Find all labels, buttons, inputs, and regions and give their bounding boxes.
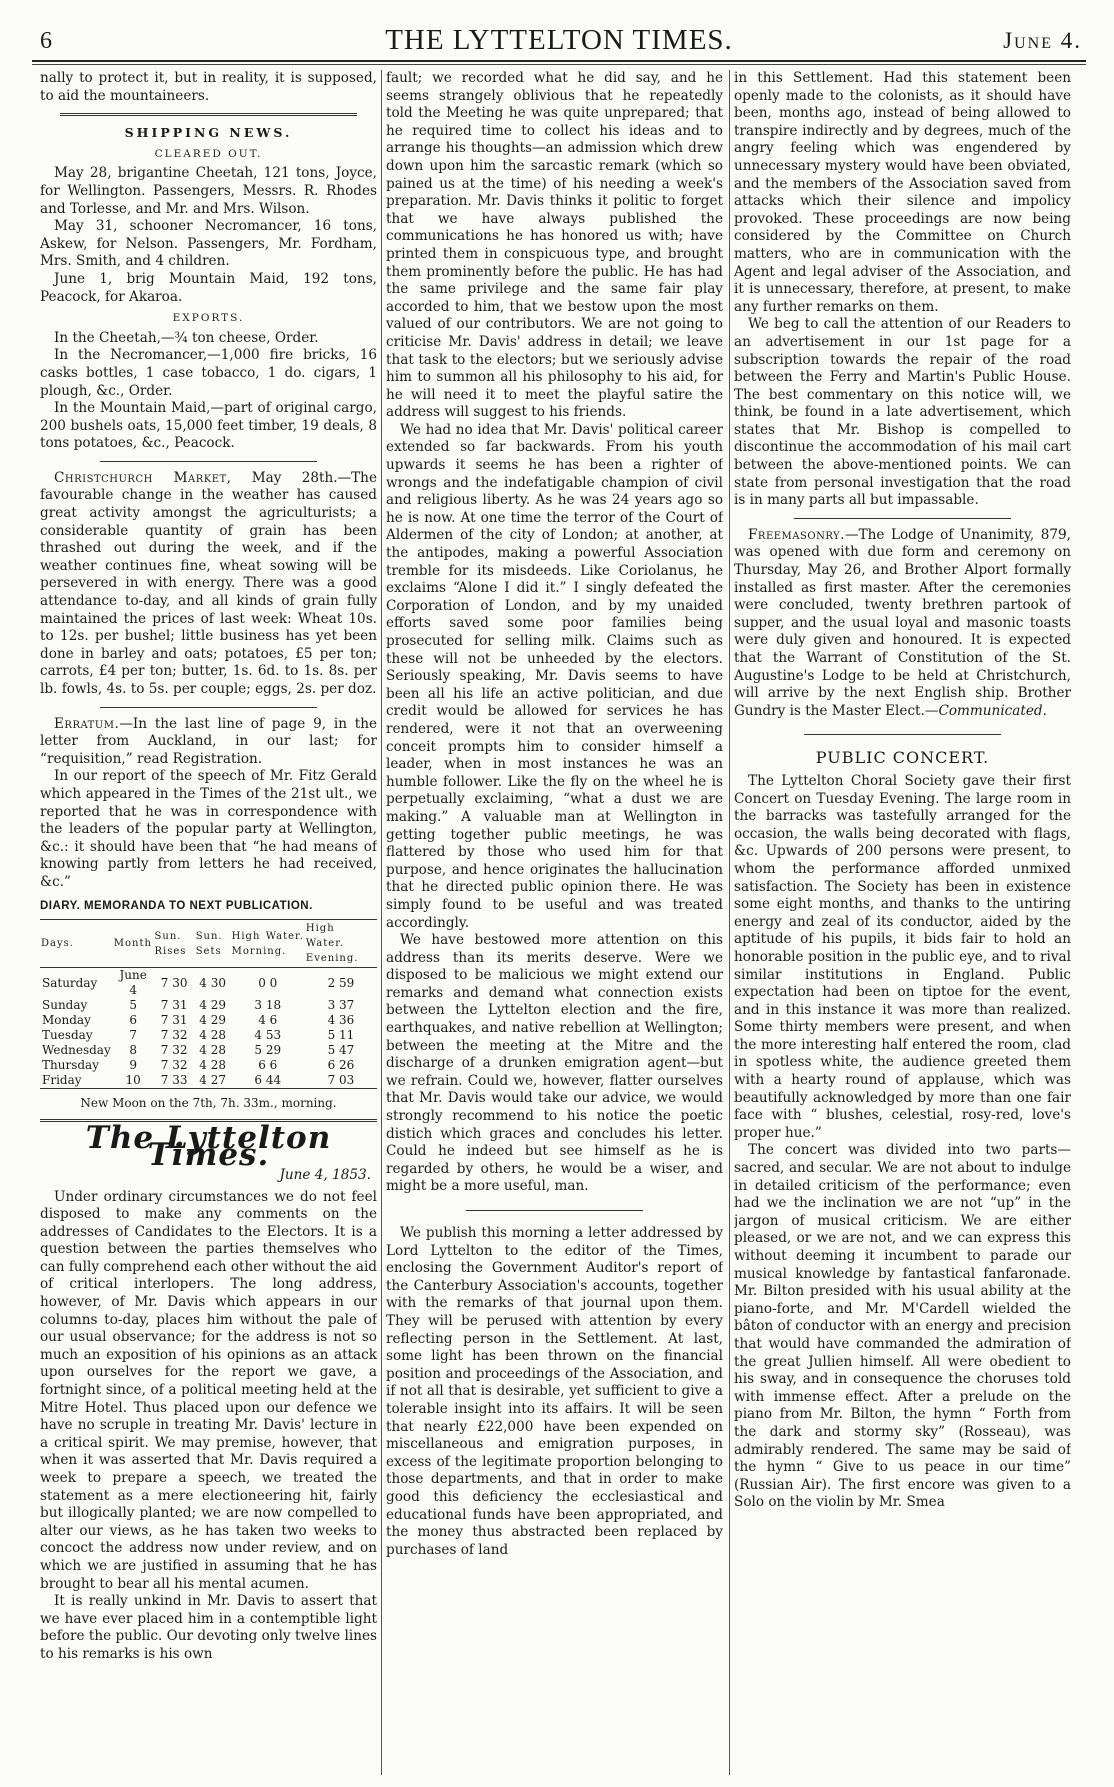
section-rule [60, 113, 357, 116]
article-paragraph: We publish this morning a letter addressed by Lord Lyttelton to the editor of the Times, enclosing the Government Auditor's report of the Canterbury Association's accounts, together with the remarks of that journal upon them. They will be perused with attention by every reflecting person in the Settlement. At last, some light has been thrown on the financial position and proceedings of the Association, and if not all that is desirable, yet sufficient to give a tolerable insight into its affairs. It will be seen that nearly £22,000 have been expended on miscellaneous and emigration purposes, in excess of the legitimate proportion belonging to those departments, and that in order to make good this deficiency the ecclesiastical and educational funds have been appropriated, and the money thus abstracted been replaced by purchases of land [386, 1225, 723, 1558]
table-cell: 7 [129, 1028, 137, 1043]
table-cell: 6 44 [254, 1073, 282, 1088]
table-cell: 7 30 [160, 975, 188, 990]
table-row [40, 1028, 377, 1043]
table-header: Sun. Sets [195, 920, 231, 968]
table-cell: 4 27 [199, 1073, 227, 1088]
table-cell: 7 32 [160, 1058, 188, 1073]
table-cell: 5 47 [327, 1043, 355, 1058]
table-cell: 4 28 [199, 1028, 227, 1043]
erratum-lead: Erratum. [54, 715, 120, 732]
erratum [40, 716, 377, 769]
column-3 [734, 70, 1071, 1775]
article-paragraph: fault; we recorded what he did say, and he seems strangely oblivious that he repeatedly told the Meeting he was quite unprepared; that he required time to collect his ideas and to arrange his thoughts—an admission which drew down upon him the sarcastic remark (which so pained us at the time) of his needing a week's preparation. Mr. Davis thinks it politic to forget that we have always published the communications he has honored us with; have printed them in conspicuous type, and brought them prominently before the public. He has had the same privilege and the same fair play accorded to him, that we bestow upon the most valued of our contributors. We are not going to criticise Mr. Davis' address in detail; we leave that task to the electors; but we seriously advise him to summon all his philosophy to his aid, for he will need it to meet the playful satire the address will suggest to his friends. [386, 70, 723, 421]
divider [100, 461, 317, 462]
table-cell: 5 29 [254, 1043, 282, 1058]
table-cell: 0 0 [258, 975, 278, 990]
communicated-note: —Communicated. [924, 702, 1047, 719]
shipping-entry: May 31, schooner Necromancer, 16 tons, Askew, for Nelson. Passengers, Mr. Fordham, Mrs. Smith, and 4 children. [40, 218, 377, 270]
table-cell: Friday [42, 1073, 82, 1088]
masthead-date: June 4. [1003, 28, 1082, 53]
article-paragraph: We beg to call the attention of our Readers to an advertisement in our 1st page for a subscription towards the repair of the road between the Ferry and Martin's Public House. The best commentary on this notice will, we think, be found in a late advertisement, which states that Mr. Bishop is compelled to discontinue the accommodation of his mail cart between the above-mentioned points. We can state from personal investigation that the road is in many parts all but impassable. [734, 316, 1071, 509]
export-entry: In the Necromancer,—1,000 fire bricks, 16 casks bottles, 1 case tobacco, 1 do. cigars, 1 plough, &c., Order. [40, 347, 377, 399]
column-divider [729, 70, 730, 1775]
table-cell: 7 31 [160, 998, 188, 1013]
table-cell: Thursday [42, 1058, 99, 1073]
table-row [40, 1043, 377, 1058]
table-header: High Water. Evening. [305, 920, 377, 968]
table-row [40, 998, 377, 1013]
header-rule-thin [32, 64, 1086, 65]
column-1 [40, 70, 377, 1775]
table-cell: 7 32 [160, 1043, 188, 1058]
table-header-row [40, 920, 377, 968]
divider [804, 734, 1001, 735]
diary-heading: DIARY. MEMORANDA TO NEXT PUBLICATION. [40, 899, 313, 912]
export-entry: In the Mountain Maid,—part of original cargo, 200 bushels oats, 15,000 feet timber, 19 deals, 8 tons potatoes, &c., Peacock. [40, 400, 377, 452]
table-cell: 7 33 [160, 1073, 188, 1088]
diary-table [40, 920, 377, 1088]
table-cell: 4 29 [199, 1013, 227, 1028]
table-cell: 7 32 [160, 1028, 188, 1043]
table-cell: June 4 [119, 968, 147, 998]
diary-table-wrap [40, 919, 377, 1089]
table-cell: 4 30 [199, 975, 227, 990]
table-cell: 5 [129, 998, 137, 1013]
header-rule [32, 60, 1086, 62]
erratum-text: —In the last line of page 9, in the letter from Auckland, in our last; for “requisition,” read Registration. [40, 715, 377, 767]
table-cell: 4 28 [199, 1043, 227, 1058]
moon-note: New Moon on the 7th, 7h. 33m., morning. [80, 1096, 337, 1111]
table-cell: Sunday [42, 998, 88, 1013]
table-cell: 7 31 [160, 1013, 188, 1028]
cleared-out-heading: CLEARED OUT. [154, 147, 263, 160]
freemasonry-paragraph [734, 527, 1071, 721]
table-row [40, 1013, 377, 1028]
newspaper-title: THE LYTTELTON TIMES. [385, 24, 733, 56]
table-header: High Water. Morning. [231, 920, 305, 968]
column-divider [381, 70, 382, 1775]
table-cell: 4 6 [258, 1013, 278, 1028]
table-header: Month [113, 920, 154, 968]
divider [100, 707, 317, 708]
article-paragraph: in this Settlement. Had this statement been openly made to the colonists, as it should have been, months ago, instead of being allowed to transpire indirectly and by degrees, much of the angry feeling which was engendered by unnecessary mystery would have been obviated, and the members of the Association saved from attacks which their silence and impolicy provoked. These proceedings are now being considered by the Committee on Church matters, who are in communication with the Agent and legal adviser of the Association, and it is unnecessary, therefore, at present, to make any further remarks on them. [734, 70, 1071, 315]
shipping-news-heading: SHIPPING NEWS. [124, 125, 293, 141]
table-cell: 10 [125, 1073, 141, 1088]
article-paragraph: We have bestowed more attention on this address than its merits deserve. Were we disposed to be malicious we might extend our remarks and demand what connection exists between the Lyttelton election and the fire, earthquakes, and native rebellion at Wellington; between the meeting at the Mitre and the discharge of a drunken emigration agent—but we refrain. Could we, however, flatter ourselves that Mr. Davis would take our advice, we would strongly recommend to his notice the poetic distich which graces and concludes his letter. Could he indeed but see himself as he is regarded by others, he would be a wiser, and might be a more useful, man. [386, 932, 723, 1195]
table-cell: 4 28 [199, 1058, 227, 1073]
table-cell: 7 03 [327, 1073, 355, 1088]
table-row [40, 1073, 377, 1088]
table-cell: 8 [129, 1043, 137, 1058]
masthead [30, 20, 1088, 60]
leader-title: The Lyttelton Times. [85, 1119, 332, 1174]
table-cell: 4 53 [254, 1028, 282, 1043]
concert-paragraph: The concert was divided into two parts—sacred, and secular. We are not about to indulge in detailed criticism of the performance; even had we the inclination we are not “up” in the jargon of musical criticism. We are either pleased, or we are not, and we can express this without deeming it incumbent to parade our musical knowledge by fantastical fanfaronade. Mr. Bilton presided with his usual ability at the piano-forte, and Mr. M'Cardell wielded the bâton of conductor with an energy and precision that would have commanded the admiration of the great Jullien himself. All were obedient to his sway, and in consequence the choruses told with immense effect. After a prelude on the piano from Mr. Bilton, the hymn “ Forth from the dark and stormy sky” (Rosseau), was admirably rendered. The same may be said of the hymn “ Give to us peace in our time” (Russian Air). The first encore was given to a Solo on the violin by Mr. Smea [734, 1142, 1071, 1511]
leader-paragraph: Under ordinary circumstances we do not feel disposed to make any comments on the addresses of Candidates to the Electors. It is a question between the parties themselves who can fully comprehend each other without the aid of critical interlopers. The long address, however, of Mr. Davis which appears in our columns to-day, places him without the pale of our usual observance; for the address is not so much an exposition of his opinions as an attack upon ourselves for the report we gave, a fortnight since, of a political meeting held at the Mitre Hotel. Thus placed upon our defence we have no scruple in treating Mr. Davis' lecture in a critical spirit. We may premise, however, that when it was asserted that Mr. Davis required a week to prepare a speech, we treated the statement as a mere electioneering hit, fairly but illogically planted; we are now compelled to alter our views, as he has taken two weeks to concoct the address now under review, and on which we are justified in assuming that he has brought to bear all his mental acumen. [40, 1188, 377, 1592]
leader-date: June 4, 1853. [279, 1166, 371, 1183]
export-entry: In the Cheetah,—¾ ton cheese, Order. [54, 329, 319, 346]
concert-heading: PUBLIC CONCERT. [815, 748, 990, 768]
table-cell: Wednesday [42, 1043, 111, 1058]
report-correction: In our report of the speech of Mr. Fitz Gerald which appeared in the Times of the 21st ult., we reported that he was in correspondence with the leaders of the popular party at Wellington, &c.: it should have been that “he had means of knowing partly from letters he had received, &c.” [40, 768, 377, 890]
market-report [40, 470, 377, 699]
divider [466, 1210, 643, 1211]
table-cell: Tuesday [42, 1028, 93, 1043]
table-row [40, 1058, 377, 1073]
page-number: 6 [40, 28, 52, 54]
shipping-entry: June 1, brig Mountain Maid, 192 tons, Peacock, for Akaroa. [40, 270, 377, 305]
freemasonry-lead: Freemasonry. [748, 526, 845, 543]
market-lead: Christchurch Market, [54, 469, 232, 486]
continued-text: nally to protect it, but in reality, it is supposed, to aid the mountaineers. [40, 70, 377, 104]
table-cell: Saturday [42, 975, 98, 990]
table-cell: 3 37 [327, 998, 355, 1013]
diary-table-body [40, 968, 377, 1089]
table-cell: Monday [42, 1013, 91, 1028]
article-paragraph: We had no idea that Mr. Davis' political career extended so far backwards. From his youth upwards it seems he has been a righter of wrongs and the indefatigable champion of civil and religious liberty. As he was 24 years ago so he is now. At one time the terror of the Court of Aldermen of the city of London; at another, at the antipodes, making a powerful Association tremble for its misdeeds. Like Coriolanus, he exclaims “Alone I did it.” I singly defeated the Corporation of London, and by my unaided efforts saved some poor families being prosecuted for selling milk. Claims such as these will not be unheeded by the electors. Seriously speaking, Mr. Davis seems to have been all his life an active politician, and due credit would be allowed for services he has rendered, were it not that an overweening conceit prompts him to consider himself a leader, when in most instances he was an humble follower. Like the fly on the wheel he is perpetually exclaiming, “what a dust we are making.” A valuable man at Wellington in getting together public meetings, he was flattered by those who used him for that purpose, and hence originates the hallucination that he directed public opinion there. He was simply found to be useful and was treated accordingly. [386, 421, 723, 931]
table-header: Sun. Rises [154, 920, 195, 968]
table-cell: 5 11 [327, 1028, 355, 1043]
exports-heading: EXPORTS. [172, 312, 245, 325]
table-cell: 6 26 [327, 1058, 355, 1073]
table-header: Days. [40, 920, 113, 968]
concert-paragraph: The Lyttelton Choral Society gave their first Concert on Tuesday Evening. The large room in the barracks was tastefully arranged for the occasion, the walls being decorated with flags, &c. Upwards of 200 persons were present, to whom the performance afforded unmixed satisfaction. The Society has been in existence some eight months, and thanks to the untiring energy and zeal of its conductor, aided by the aptitude of his pupils, it bids fair to hold an honorable position in the public eye, and to rival similar institutions in England. Public expectation had been on tiptoe for the event, and in this instance it was more than realized. Some thirty members were present, and when the more interesting half entered the room, clad in spotless white, the audience greeted them with a hearty round of applause, which was beautifully acknowledged by more than one fair face with “ blushes, celestial, rosy-red, love's proper hue.” [734, 772, 1071, 1141]
table-cell: 6 6 [258, 1058, 278, 1073]
freemasonry-text: —The Lodge of Unanimity, 879, was opened with due form and ceremony on Thursday, May 26, and Brother Alport formally installed as first master. After the ceremonies were concluded, twenty brethren partook of supper, and the usual loyal and masonic toasts were duly given and honoured. It is expected that the Warrant of Constitution of the St. Augustine's Lodge to be held at Christchurch, will arrive by the next English ship. Brother Gundry is the Master Elect. [734, 526, 1071, 719]
table-cell: 2 59 [327, 975, 355, 990]
table-cell: 6 [129, 1013, 137, 1028]
table-cell: 4 36 [327, 1013, 355, 1028]
table-row [40, 968, 377, 999]
shipping-entry: May 28, brigantine Cheetah, 121 tons, Joyce, for Wellington. Passengers, Messrs. R. Rhodes and Torlesse, and Mr. and Mrs. Wilson. [40, 165, 377, 217]
table-cell: 3 18 [254, 998, 282, 1013]
table-cell: 4 29 [199, 998, 227, 1013]
leader-paragraph: It is really unkind in Mr. Davis to assert that we have ever placed him in a contemptible light before the public. Our devoting only twelve lines to his remarks is his own [40, 1593, 377, 1662]
column-2 [386, 70, 723, 1775]
table-cell: 9 [129, 1058, 137, 1073]
divider [794, 518, 1011, 519]
market-text: May 28th.—The favourable change in the weather has caused great activity amongst the agriculturists; a considerable quantity of grain has been thrashed out during the week, and if the weather continues fine, wheat sowing will be persevered in with energy. There was a good attendance to-day, and all kinds of grain fully maintained the prices of last week: Wheat 10s. to 12s. per bushel; little business has yet been done in barley and oats; potatoes, £5 per ton; carrots, £4 per ton; butter, 1s. 6d. to 1s. 8s. per lb. fowls, 4s. to 5s. per couple; eggs, 2s. per doz. [40, 469, 377, 697]
